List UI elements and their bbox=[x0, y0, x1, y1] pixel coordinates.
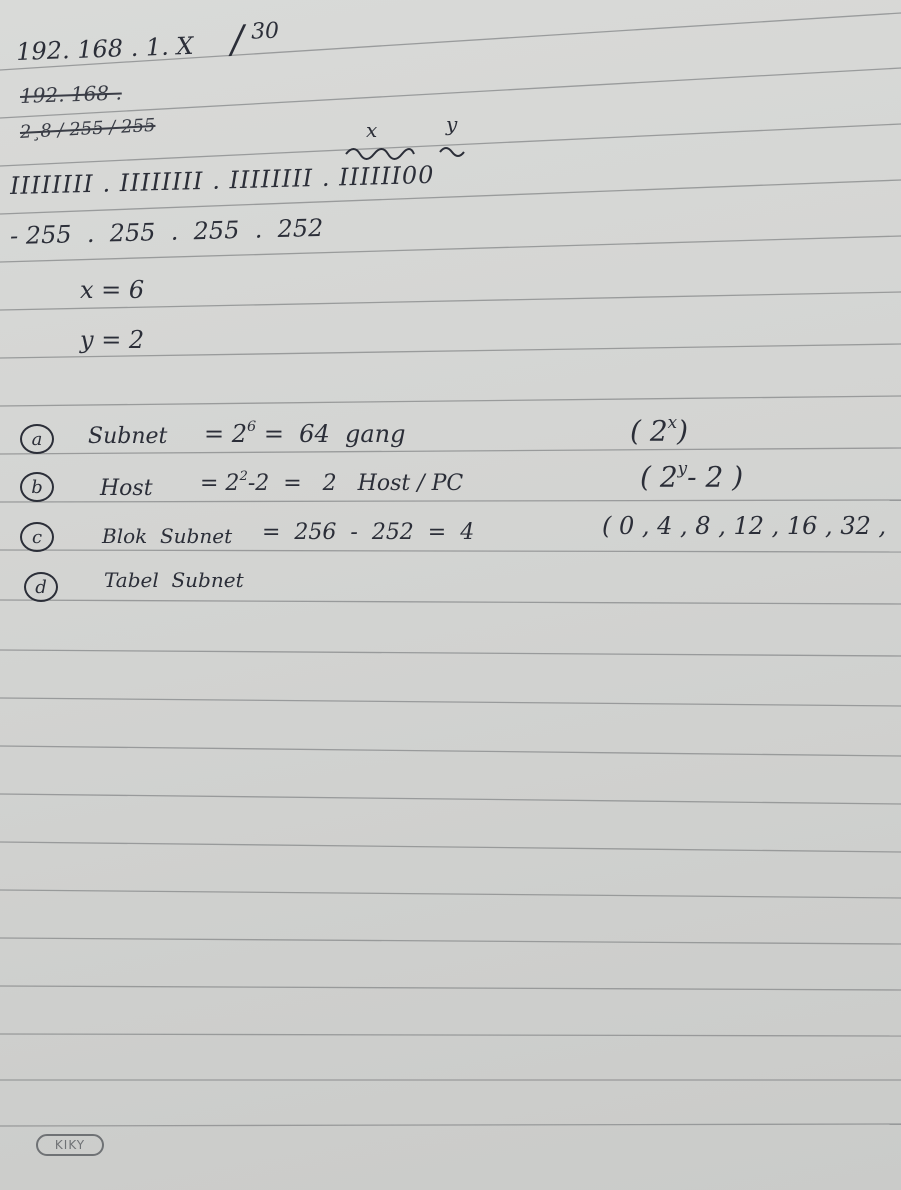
rule-line bbox=[0, 938, 901, 944]
ip-address bbox=[15, 19, 280, 66]
note-base: ( 2 bbox=[640, 460, 678, 494]
note-exponent: y bbox=[677, 458, 688, 478]
formula-result: = 64 gang bbox=[263, 419, 406, 448]
cidr-value: 30 bbox=[250, 18, 280, 45]
x-value: x = 6 bbox=[80, 276, 145, 304]
brand-logo: KIKY bbox=[36, 1134, 104, 1156]
rule-line bbox=[0, 986, 901, 990]
marker-letter: c bbox=[31, 526, 43, 548]
marker-letter: d bbox=[35, 576, 47, 598]
ip-prefix: 192. 168 . 1. X bbox=[15, 31, 194, 66]
marker-circle bbox=[20, 472, 54, 502]
binary-mask: IIIIIIII . IIIIIIII . IIIIIIII . IIIIII00 bbox=[9, 160, 435, 200]
item-label: Host bbox=[100, 476, 153, 501]
rule-line bbox=[0, 650, 901, 656]
rule-line bbox=[0, 600, 901, 604]
formula-exponent: 2 bbox=[239, 469, 248, 484]
item-label: Subnet bbox=[88, 424, 168, 449]
note-close: ) bbox=[677, 414, 689, 448]
x-label: x bbox=[366, 118, 378, 142]
rule-line bbox=[0, 794, 901, 804]
note-exponent: x bbox=[667, 412, 678, 432]
marker-circle bbox=[20, 424, 54, 454]
rule-line bbox=[0, 68, 901, 118]
note-base: ( 2 bbox=[630, 414, 668, 448]
item-note bbox=[630, 414, 688, 446]
note-close: - 2 ) bbox=[687, 460, 744, 494]
formula-base: = 2 bbox=[204, 419, 248, 448]
crossed-out-text: 192. 168 . bbox=[19, 80, 123, 108]
item-note: ( 0 , 4 , 8 , 12 , 16 , 32 , bbox=[602, 512, 887, 540]
marker-circle bbox=[20, 522, 54, 552]
y-label: y bbox=[446, 112, 458, 136]
rule-line bbox=[0, 396, 901, 406]
crossed-out-text: 2¸8 / 255 / 255 bbox=[19, 114, 156, 143]
rule-line bbox=[0, 1124, 901, 1126]
rule-line bbox=[0, 1034, 901, 1036]
brace-marks bbox=[344, 140, 484, 162]
y-value: y = 2 bbox=[80, 326, 145, 354]
item-label: Blok Subnet bbox=[102, 524, 233, 548]
formula-text: = 256 - 252 = 4 bbox=[262, 520, 475, 545]
slash: / bbox=[230, 17, 245, 62]
rule-line bbox=[0, 746, 901, 756]
item-formula bbox=[200, 470, 463, 495]
rule-line bbox=[0, 698, 901, 706]
rule-line bbox=[0, 890, 901, 898]
rule-line bbox=[0, 842, 901, 852]
formula-exponent: 6 bbox=[247, 419, 257, 435]
formula-result: -2 = 2 Host / PC bbox=[247, 470, 464, 496]
item-formula bbox=[204, 420, 405, 446]
marker-letter: a bbox=[31, 428, 43, 450]
marker-circle bbox=[24, 572, 58, 602]
rule-line bbox=[0, 550, 901, 552]
subnet-mask: - 255 . 255 . 255 . 252 bbox=[9, 213, 324, 250]
formula-base: = 2 bbox=[200, 470, 240, 496]
marker-letter: b bbox=[31, 476, 43, 498]
item-formula bbox=[262, 522, 474, 544]
item-note bbox=[640, 460, 743, 492]
item-label: Tabel Subnet bbox=[104, 568, 244, 592]
